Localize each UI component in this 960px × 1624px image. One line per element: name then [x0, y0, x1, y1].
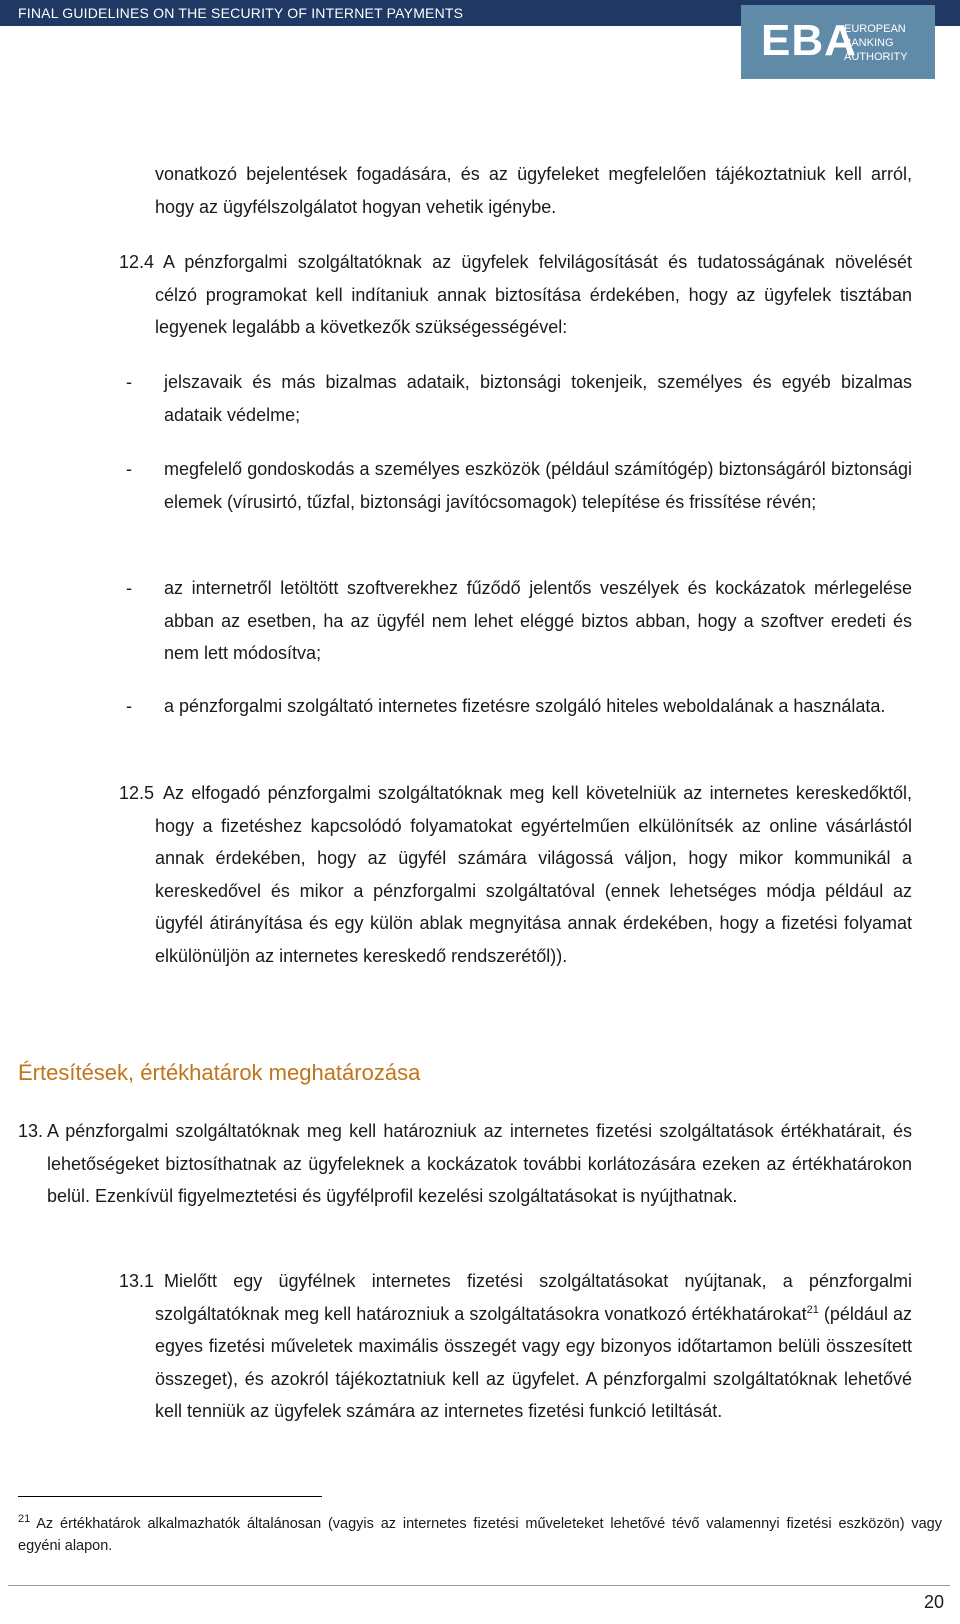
- continuation-paragraph: vonatkozó bejelentések fogadására, és az ügyfeleket megfelelően tájékoztatniuk kell arról, hogy az ügyfélszolgálatot hogyan vehetik igénybe.: [155, 164, 912, 217]
- paragraph-13-1: [155, 1265, 912, 1428]
- footnote-separator: [18, 1496, 322, 1497]
- paragraph-13: A pénzforgalmi szolgáltatóknak meg kell határozniuk az internetes fizetési szolgáltatások értékhatárait, és lehetőségeket biztosíthatnak az ügyfeleknek a kockázatok további korlátozására ezeken az értékhatárokon belül. Ezenkívül figyelmeztetési és ügyfélprofil kezelési szolgáltatásokat is nyújthatnak.: [47, 1121, 912, 1206]
- paragraph-12-5: Az elfogadó pénzforgalmi szolgáltatóknak meg kell követelniük az internetes kereskedőktől, hogy a fizetéshez kapcsolódó folyamatokat egyértelműen elkülönítsék az online vásárlástól annak érdekében, hogy az ügyfél számára világossá váljon, hogy mikor kommunikál a kereskedővel és mikor a pénzforgalmi szolgáltatóval (ennek lehetséges módja például az ügyfél átirányítása és egy külön ablak megnyitása annak érdekében, hogy a fizetési folyamat elkülönüljön az internetes kereskedő rendszerétől)).: [155, 783, 912, 966]
- paragraph-number: 12.4: [119, 252, 155, 272]
- bullet-item: megfelelő gondoskodás a személyes eszközök (például számítógép) biztonságáról biztonsági elemek (vírusirtó, tűzfal, biztonsági javítócsomagok) telepítése és frissítése révén;: [164, 459, 912, 512]
- bullet-item: az internetről letöltött szoftverekhez fűződő jelentős veszélyek és kockázatok mérlegelése abban az esetben, ha az ügyfél nem lehet eléggé biztos abban, hogy a szoftver eredeti és nem lett módosítva;: [164, 578, 912, 663]
- logo-line: AUTHORITY: [844, 51, 908, 63]
- bullet-item: jelszavaik és más bizalmas adataik, biztonsági tokenjeik, személyes és egyéb bizalmas adataik védelme;: [164, 372, 912, 425]
- eba-logo: [741, 5, 935, 79]
- bullet-marker: -: [126, 578, 132, 598]
- logo-mark: EBA: [761, 16, 857, 65]
- bullet-marker: -: [126, 696, 132, 716]
- logo-line: BANKING: [844, 37, 894, 49]
- page-footer-rule: [8, 1585, 950, 1586]
- logo-text: [844, 22, 930, 64]
- footnote-reference[interactable]: 21: [806, 1303, 819, 1316]
- bullet-marker: -: [126, 459, 132, 479]
- bullet-marker: -: [126, 372, 132, 392]
- paragraph-number: 13.: [18, 1121, 44, 1141]
- footnote-number: 21: [18, 1513, 31, 1525]
- page-number: 20: [923, 1592, 944, 1612]
- footnote: [18, 1508, 942, 1557]
- paragraph-number: 12.5: [119, 783, 155, 803]
- paragraph-text: (például az egyes fizetési műveletek maximális összegét vagy egy bizonyos időtartamon belüli összesített összeget), és azokról tájékoztatniuk kell az ügyfelet. A pénzforgalmi szolgáltatóknak lehetővé kell tenniük az ügyfelek számára az internetes fizetési funkció letiltását.: [155, 1303, 912, 1421]
- paragraph-12-4: A pénzforgalmi szolgáltatóknak az ügyfelek felvilágosítását és tudatosságának növelését célzó programokat kell indítaniuk annak biztosítása érdekében, hogy az ügyfelek tisztában legyenek legalább a következők szükségességével:: [155, 252, 912, 337]
- bullet-item: a pénzforgalmi szolgáltató internetes fizetésre szolgáló hiteles weboldalának a használata.: [164, 696, 886, 716]
- paragraph-text: Mielőtt egy ügyfélnek internetes fizetési szolgáltatásokat nyújtanak, a pénzforgalmi szolgáltatóknak meg kell határozniuk a szolgáltatásokra vonatkozó értékhatárokat: [155, 1271, 912, 1324]
- section-heading: Értesítések, értékhatárok meghatározása: [18, 1060, 421, 1085]
- paragraph-number: 13.1: [119, 1271, 155, 1291]
- footnote-text: Az értékhatárok alkalmazhatók általánosan (vagyis az internetes fizetési műveleteket lehetővé tévő valamennyi fizetési eszközön) vagy egyéni alapon.: [18, 1516, 942, 1554]
- document-title: FINAL GUIDELINES ON THE SECURITY OF INTERNET PAYMENTS: [18, 5, 464, 21]
- logo-line: EUROPEAN: [844, 23, 906, 35]
